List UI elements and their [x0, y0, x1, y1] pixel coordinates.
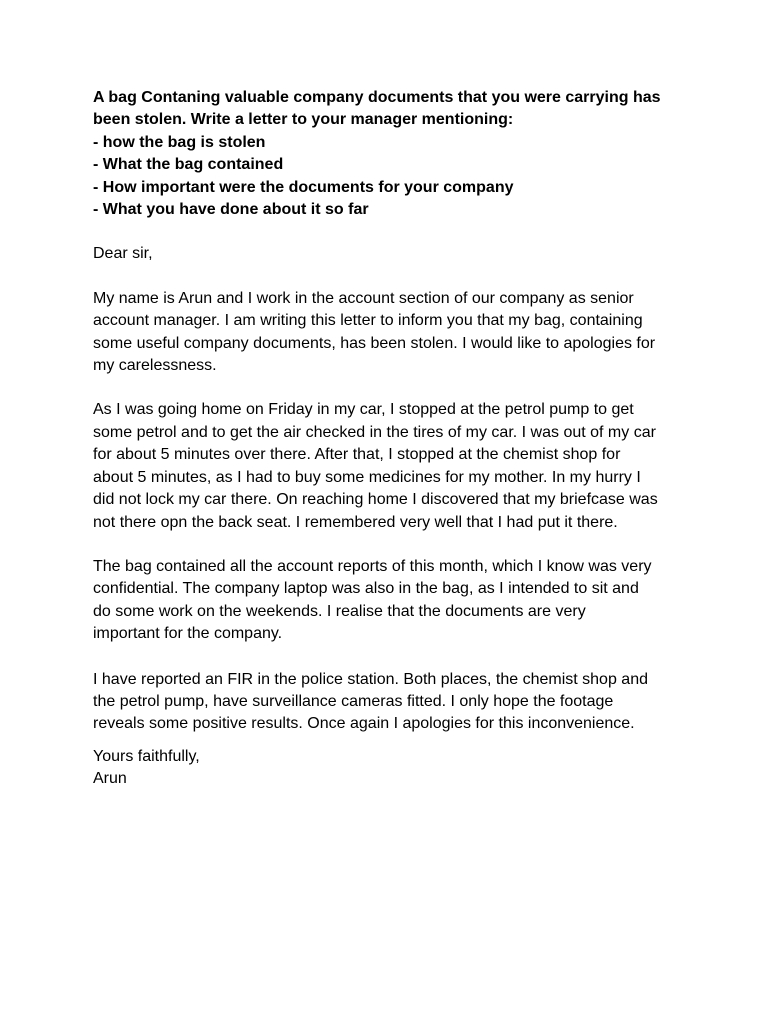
salutation: Dear sir, [93, 245, 153, 263]
prompt-line: A bag Contaning valuable company documents that you were carrying has [93, 89, 661, 106]
spacer [93, 221, 693, 243]
signature: Arun [93, 770, 127, 788]
letter-paragraph: As I was going home on Friday in my car, I stopped at the petrol pump to get some petrol and to get the air checked in the tires of my car. I was out of my car for about 5 minutes over there. After that, I stopped at the chemist shop for about 5 minutes, as I had to buy some medicines for my mother. In my hurry I did not lock my car there. On reaching home I discovered that my briefcase was not there opn the back seat. I remembered very well that I had put it there. [93, 401, 658, 531]
prompt-bullet: - how the bag is stolen [93, 133, 266, 151]
spacer [93, 736, 693, 746]
prompt-bullet: - What the bag contained [93, 156, 284, 174]
spacer [93, 377, 693, 399]
spacer [93, 534, 693, 556]
spacer [93, 266, 693, 288]
closing: Yours faithfully, [93, 747, 200, 765]
question-prompt [93, 87, 693, 221]
spacer [93, 646, 693, 669]
prompt-bullet: - How important were the documents for your company [93, 178, 514, 196]
letter-paragraph: The bag contained all the account reports of this month, which I know was very confidential. The company laptop was also in the bag, as I intended to sit and do some work on the weekends. I realise that the documents are very important for the company. [93, 557, 652, 643]
letter-paragraph: I have reported an FIR in the police station. Both places, the chemist shop and the petrol pump, have surveillance cameras fitted. I only hope the footage reveals some positive results. Once again I apologies for this inconvenience. [93, 670, 648, 733]
prompt-bullet: - What you have done about it so far [93, 201, 369, 219]
document-page [93, 87, 693, 791]
letter-body [93, 243, 693, 790]
prompt-line: been stolen. Write a letter to your manager mentioning: [93, 111, 514, 129]
letter-paragraph: My name is Arun and I work in the account section of our company as senior account manager. I am writing this letter to inform you that my bag, containing some useful company documents, has been stolen. I would like to apologies for my carelessness. [93, 289, 656, 375]
